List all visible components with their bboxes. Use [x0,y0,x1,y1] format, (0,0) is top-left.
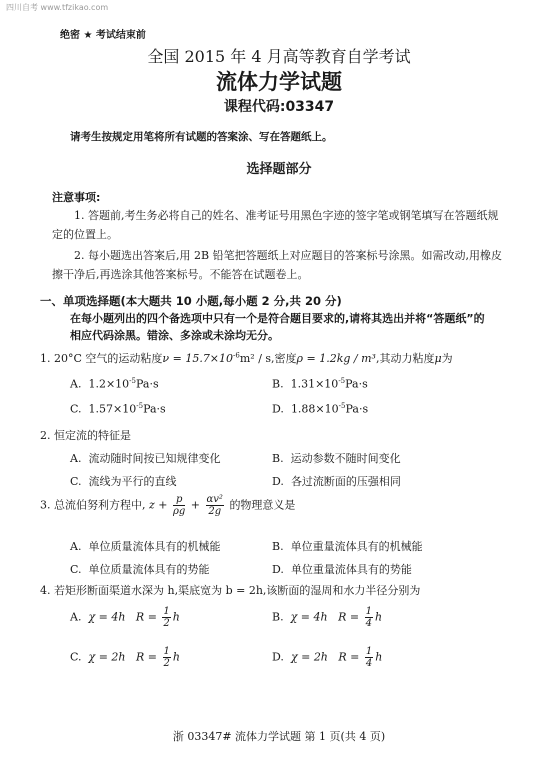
question-3: 3. 总流伯努利方程中, z + $\frac{p}{\rho g}$ + $\frac{\text{αv²}}{2g}$ 的物理意义是 [40,494,296,517]
q2-option-d: D. 各过流断面的压强相同 [272,475,401,488]
q3-option-b: B. 单位重量流体具有的机械能 [272,540,423,553]
course-code: 课程代码:03347 [223,99,335,115]
q1-rho: ρ = 1.2kg / m³ [296,352,376,365]
q3-z: z + [149,498,168,512]
q2-option-a: A. 流动随时间按已知规律变化 [70,452,221,465]
question-2: 2. 恒定流的特征是 [40,429,131,442]
q3-fraction-velocity: $\frac{\text{αv²}}{2g}$ [206,494,223,517]
q4-option-b: B. χ = 4h R = $\frac{1}{4}$ h [272,606,383,629]
watermark: 四川自考 www.tfzikao.com [6,3,109,12]
q1-text-d: 为 [441,352,453,365]
q1-option-d: D. $1.88\times 10^{-5}Pa\cdot s$ [272,402,369,416]
question-4: 4. 若矩形断面渠道水深为 h,渠底宽为 b = 2h,该断面的湿周和水力半径分别为 [40,584,421,597]
q4-option-a: A. χ = 4h R = $\frac{1}{2}$ h [70,606,180,629]
q1-number: 1. [40,352,51,365]
q4-option-c: C. χ = 2h R = $\frac{1}{2}$ h [70,646,180,669]
q1-option-b: B. $1.31\times 10^{-5}Pa\cdot s$ [272,377,368,391]
q1-nu-exp: -6 [233,351,240,360]
secret-label: 绝密 ★ 考试结束前 [60,30,146,41]
notes-heading: 注意事项: [52,191,101,204]
q1-nu: ν = 15.7×10 [162,352,234,365]
answer-instruction: 请考生按规定用笔将所有试题的答案涂、写在答题纸上。 [70,131,333,143]
q1-mu: μ [434,352,442,365]
q1-text-a: 20°C 空气的运动粘度 [54,352,163,365]
note-1: 1. 答题前,考生务必将自己的姓名、准考证号用黑色字迹的签字笔或钢笔填写在答题纸规定的位置上。 [52,209,499,241]
q3-fraction-pressure: $\frac{p}{\rho g}$ [173,494,186,517]
q4-option-d: D. χ = 2h R = $\frac{1}{4}$ h [272,646,383,669]
exam-title: 全国 2015 年 4 月高等教育自学考试 [147,47,411,66]
q3-option-d: D. 单位重量流体具有的势能 [272,563,412,576]
q2-option-b: B. 运动参数不随时间变化 [272,452,401,465]
q2-option-c: C. 流线为平行的直线 [70,475,177,488]
q3-option-a: A. 单位质量流体具有的机械能 [70,540,221,553]
note-2: 2. 每小题选出答案后,用 2B 铅笔把答题纸上对应题目的答案标号涂黑。如需改动,用橡皮擦干净后,再选涂其他答案标号。不能答在试题卷上。 [52,249,503,281]
subject-title: 流体力学试题 [216,70,342,94]
part-title: 选择题部分 [246,162,312,177]
question-1 [40,350,453,366]
page-footer: 浙 03347# 流体力学试题 第 1 页(共 4 页) [172,730,386,743]
q1-text-c: ,其动力粘度 [375,352,435,365]
q1-nu-unit: m² / s [239,352,272,365]
q1-option-c: C. $1.57\times 10^{-5}Pa\cdot s$ [70,402,166,416]
q1-text-b: ,密度 [271,352,297,365]
section-note: 在每小题列出的四个备选项中只有一个是符合题目要求的,请将其选出并将“答题纸”的相应代码涂黑。错涂、多涂或未涂均无分。 [70,312,485,342]
q3-option-c: C. 单位质量流体具有的势能 [70,563,210,576]
q1-option-a: A. $1.2\times 10^{-5}Pa\cdot s$ [70,377,159,391]
section-title: 一、单项选择题(本大题共 10 小题,每小题 2 分,共 20 分) [40,294,342,308]
